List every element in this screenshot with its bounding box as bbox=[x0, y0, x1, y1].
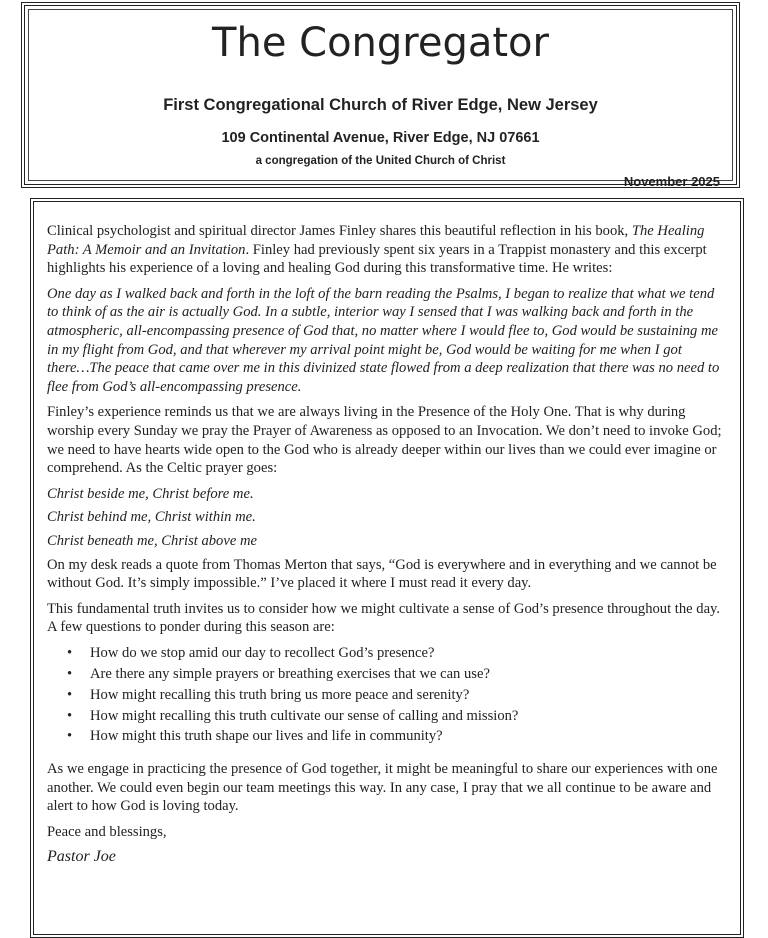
masthead bbox=[21, 2, 740, 188]
list-item: • How do we stop amid our day to recollect God’s presence? bbox=[67, 644, 435, 661]
bullet-icon: • bbox=[67, 665, 73, 682]
article-body bbox=[47, 222, 727, 874]
intro-paragraph: Clinical psychologist and spiritual director James Finley shares this beautiful reflection in his book, The Healing Path: A Memoir and an Invitation. Finley had previously spent six years in a Trappist monastery and this excerpt highlights his experience of a loving and healing God during this transformative time. He writes: bbox=[47, 223, 707, 277]
bullet-icon: • bbox=[67, 728, 73, 745]
newsletter-title: The Congregator bbox=[212, 20, 549, 66]
list-item: • How might this truth shape our lives and life in community? bbox=[67, 728, 443, 745]
signoff: Peace and blessings, bbox=[47, 823, 167, 840]
list-item: • Are there any simple prayers or breathing exercises that we can use? bbox=[67, 665, 490, 682]
church-address: 109 Continental Avenue, River Edge, NJ 07661 bbox=[221, 130, 540, 146]
bullet-icon: • bbox=[67, 686, 73, 703]
reflection-paragraph: Finley’s experience reminds us that we are always living in the Presence of the Holy One. That is why during worship every Sunday we pray the Prayer of Awareness as opposed to an Invocation. We don’t need to invoke God; we need to have hearts wide open to the God who is already deeper within our lives than we could ever imagine or comprehend. As the Celtic prayer goes: bbox=[47, 404, 722, 477]
questions-intro: This fundamental truth invites us to consider how we might cultivate a sense of God’s presence throughout the day. A few questions to ponder during this season are: bbox=[47, 600, 721, 636]
church-name: First Congregational Church of River Edge, New Jersey bbox=[163, 96, 598, 114]
issue-date: November 2025 bbox=[623, 174, 720, 189]
prayer-line-3: Christ beneath me, Christ above me bbox=[47, 532, 257, 549]
questions-list bbox=[47, 644, 727, 746]
merton-paragraph: On my desk reads a quote from Thomas Merton that says, “God is everywhere and in everything and we cannot be without God. It’s simply impossible.” I’ve placed it where I must read it every day. bbox=[47, 556, 717, 592]
list-item: • How might recalling this truth bring us more peace and serenity? bbox=[67, 686, 470, 703]
church-tagline: a congregation of the United Church of Christ bbox=[255, 155, 506, 167]
closing-paragraph: As we engage in practicing the presence of God together, it might be meaningful to share our experiences with one another. We could even begin our team meetings this way. In any case, I pray that we all continue to be aware and alert to how God is loving today. bbox=[47, 761, 718, 815]
finley-quote: One day as I walked back and forth in the loft of the barn reading the Psalms, I began to realize that what we tend to think of as the air is actually God. In a subtle, interior way I sensed that I was walking back and forth in the atmospheric, all-encompassing presence of God that, no matter where I would flee to, God would be sustaining me in my flight from God, and that wherever my arrival point might be, God would be waiting for me when I got there…The peace that came over me in this divinized state flowed from a deep realization that there was no need to flee from God’s all-encompassing presence. bbox=[47, 285, 720, 395]
list-item: • How might recalling this truth cultivate our sense of calling and mission? bbox=[67, 707, 519, 724]
prayer-line-1: Christ beside me, Christ before me. bbox=[47, 485, 254, 502]
bullet-icon: • bbox=[67, 644, 73, 661]
bullet-icon: • bbox=[67, 707, 73, 724]
prayer-line-2: Christ behind me, Christ within me. bbox=[47, 509, 256, 526]
book-title: The Healing Path: A Memoir and an Invitation bbox=[47, 223, 705, 258]
signature: Pastor Joe bbox=[47, 848, 116, 866]
